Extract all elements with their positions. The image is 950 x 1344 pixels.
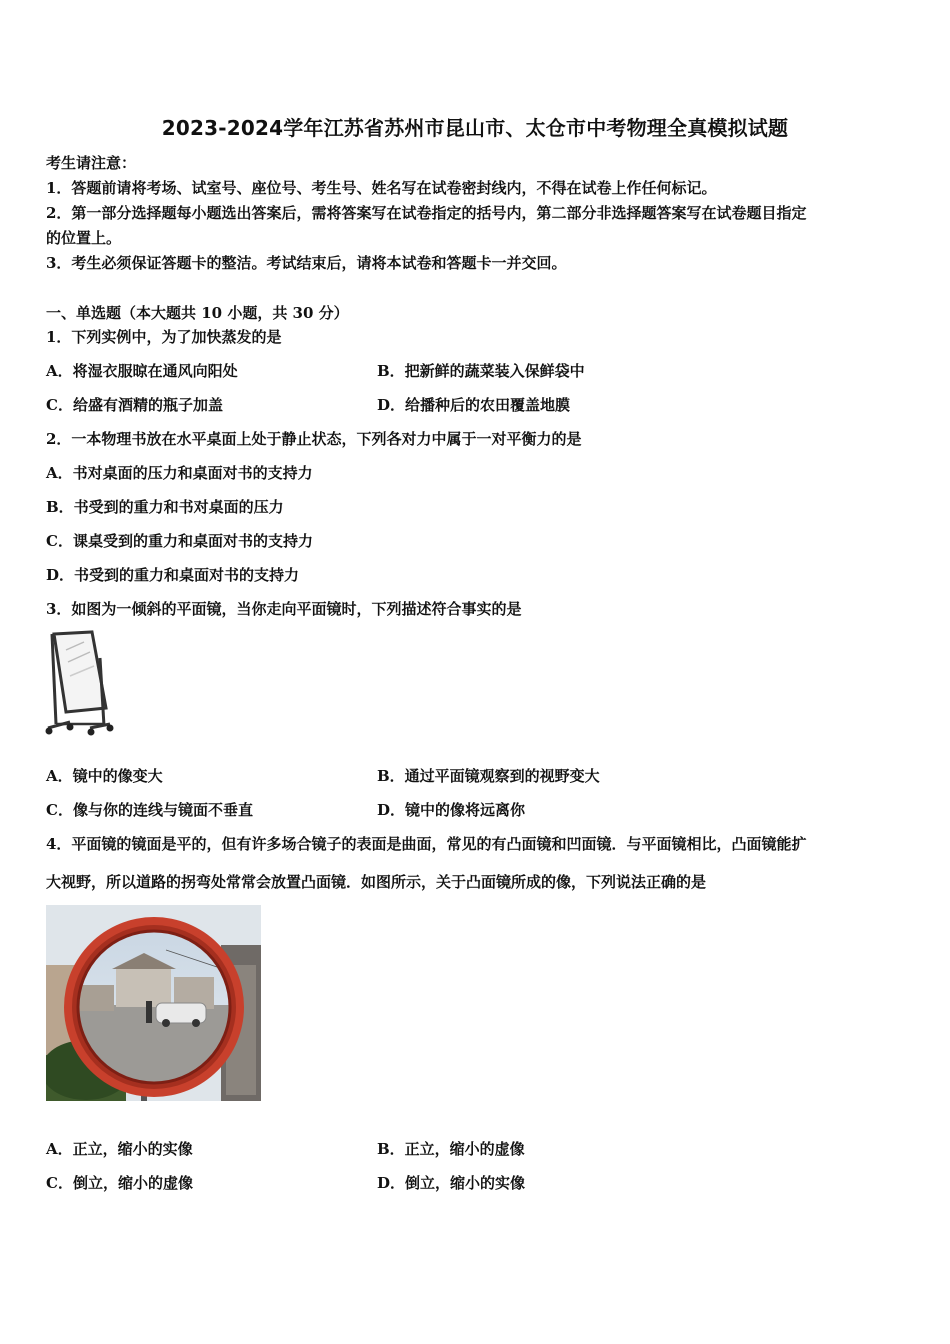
option-b: B．通过平面镜观察到的视野变大: [377, 767, 600, 785]
option-a: A．将湿衣服晾在通风向阳处: [46, 362, 238, 380]
option-d: D．镜中的像将远离你: [377, 801, 526, 819]
tilted-mirror-figure: [44, 628, 116, 740]
option-d: D．倒立，缩小的实像: [377, 1174, 526, 1192]
option-c: C．课桌受到的重力和桌面对书的支持力: [46, 532, 313, 550]
option-b: B．书受到的重力和书对桌面的压力: [46, 498, 284, 516]
option-c: C．倒立，缩小的虚像: [46, 1174, 193, 1192]
notice-heading: 考生请注意：: [46, 154, 137, 172]
page-title: 2023-2024学年江苏省苏州市昆山市、太仓市中考物理全真模拟试题: [161, 116, 789, 140]
notice-item: 1．答题前请将考场、试室号、座位号、考生号、姓名写在试卷密封线内，不得在试卷上作任何标记。: [46, 179, 717, 197]
convex-mirror-photo: [46, 905, 261, 1101]
option-c: C．给盛有酒精的瓶子加盖: [46, 396, 223, 414]
question-stem: 大视野，所以道路的拐弯处常常会放置凸面镜．如图所示，关于凸面镜所成的像，下列说法正确的是: [46, 873, 707, 891]
option-a: A．书对桌面的压力和桌面对书的支持力: [46, 464, 313, 482]
notice-item: 的位置上。: [46, 229, 122, 247]
question-stem: 3．如图为一倾斜的平面镜，当你走向平面镜时，下列描述符合事实的是: [46, 600, 522, 618]
option-d: D．书受到的重力和桌面对书的支持力: [46, 566, 300, 584]
notice-item: 2．第一部分选择题每小题选出答案后，需将答案写在试卷指定的括号内，第二部分非选择题答案写在试卷题目指定: [46, 204, 807, 222]
option-a: A．正立，缩小的实像: [46, 1140, 193, 1158]
option-c: C．像与你的连线与镜面不垂直: [46, 801, 253, 819]
question-stem: 1．下列实例中，为了加快蒸发的是: [46, 328, 282, 346]
option-b: B．把新鲜的蔬菜装入保鲜袋中: [377, 362, 585, 380]
option-d: D．给播种后的农田覆盖地膜: [377, 396, 571, 414]
question-stem: 4．平面镜的镜面是平的，但有许多场合镜子的表面是曲面，常见的有凸面镜和凹面镜．与平面镜相比，凸面镜能扩: [46, 835, 807, 853]
option-a: A．镜中的像变大: [46, 767, 163, 785]
option-b: B．正立，缩小的虚像: [377, 1140, 525, 1158]
notice-item: 3．考生必须保证答题卡的整洁。考试结束后，请将本试卷和答题卡一并交回。: [46, 254, 567, 272]
section-heading: 一、单选题（本大题共 10 小题，共 30 分）: [46, 304, 349, 322]
question-stem: 2．一本物理书放在水平桌面上处于静止状态，下列各对力中属于一对平衡力的是: [46, 430, 582, 448]
